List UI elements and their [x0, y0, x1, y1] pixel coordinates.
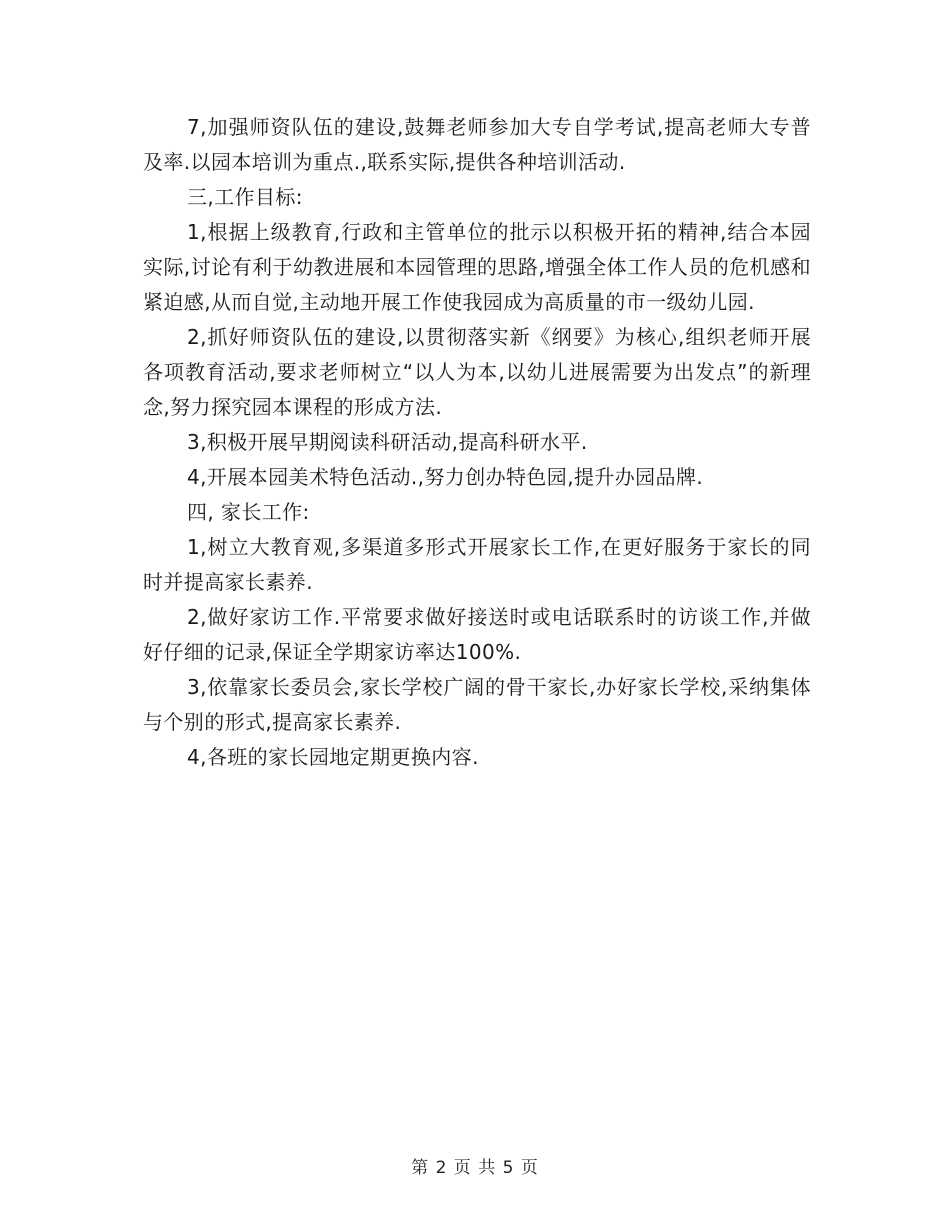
- paragraph-parent-2: 2,做好家访工作.平常要求做好接送时或电话联系时的访谈工作,并做好仔细的记录,保证全学期家访率达100%.: [143, 605, 811, 664]
- paragraph-parent-4: 4,各班的家长园地定期更换内容.: [187, 745, 479, 769]
- section-heading-parent-work: 四, 家长工作:: [187, 500, 310, 524]
- page-number-footer: 第 2 页 共 5 页: [411, 1158, 539, 1178]
- paragraph-parent-3: 3,依靠家长委员会,家长学校广阔的骨干家长,办好家长学校,采纳集体与个别的形式,提高家长素养.: [143, 675, 811, 734]
- paragraph-goal-3: 3,积极开展早期阅读科研活动,提高科研水平.: [187, 430, 588, 454]
- section-heading-work-goals: 三,工作目标:: [187, 185, 303, 209]
- document-body: [143, 110, 811, 775]
- paragraph-teacher-training: 7,加强师资队伍的建设,鼓舞老师参加大专自学考试,提高老师大专普及率.以园本培训为重点.,联系实际,提供各种培训活动.: [143, 115, 811, 174]
- paragraph-goal-2: 2,抓好师资队伍的建设,以贯彻落实新《纲要》为核心,组织老师开展各项教育活动,要求老师树立“以人为本,以幼儿进展需要为出发点”的新理念,努力探究园本课程的形成方法.: [143, 325, 811, 419]
- paragraph-goal-4: 4,开展本园美术特色活动.,努力创办特色园,提升办园品牌.: [187, 465, 704, 489]
- paragraph-goal-1: 1,根据上级教育,行政和主管单位的批示以积极开拓的精神,结合本园实际,讨论有利于幼教进展和本园管理的思路,增强全体工作人员的危机感和紧迫感,从而自觉,主动地开展工作使我园成为高质量的市一级幼儿园.: [143, 220, 811, 314]
- paragraph-parent-1: 1,树立大教育观,多渠道多形式开展家长工作,在更好服务于家长的同时并提高家长素养.: [143, 535, 811, 594]
